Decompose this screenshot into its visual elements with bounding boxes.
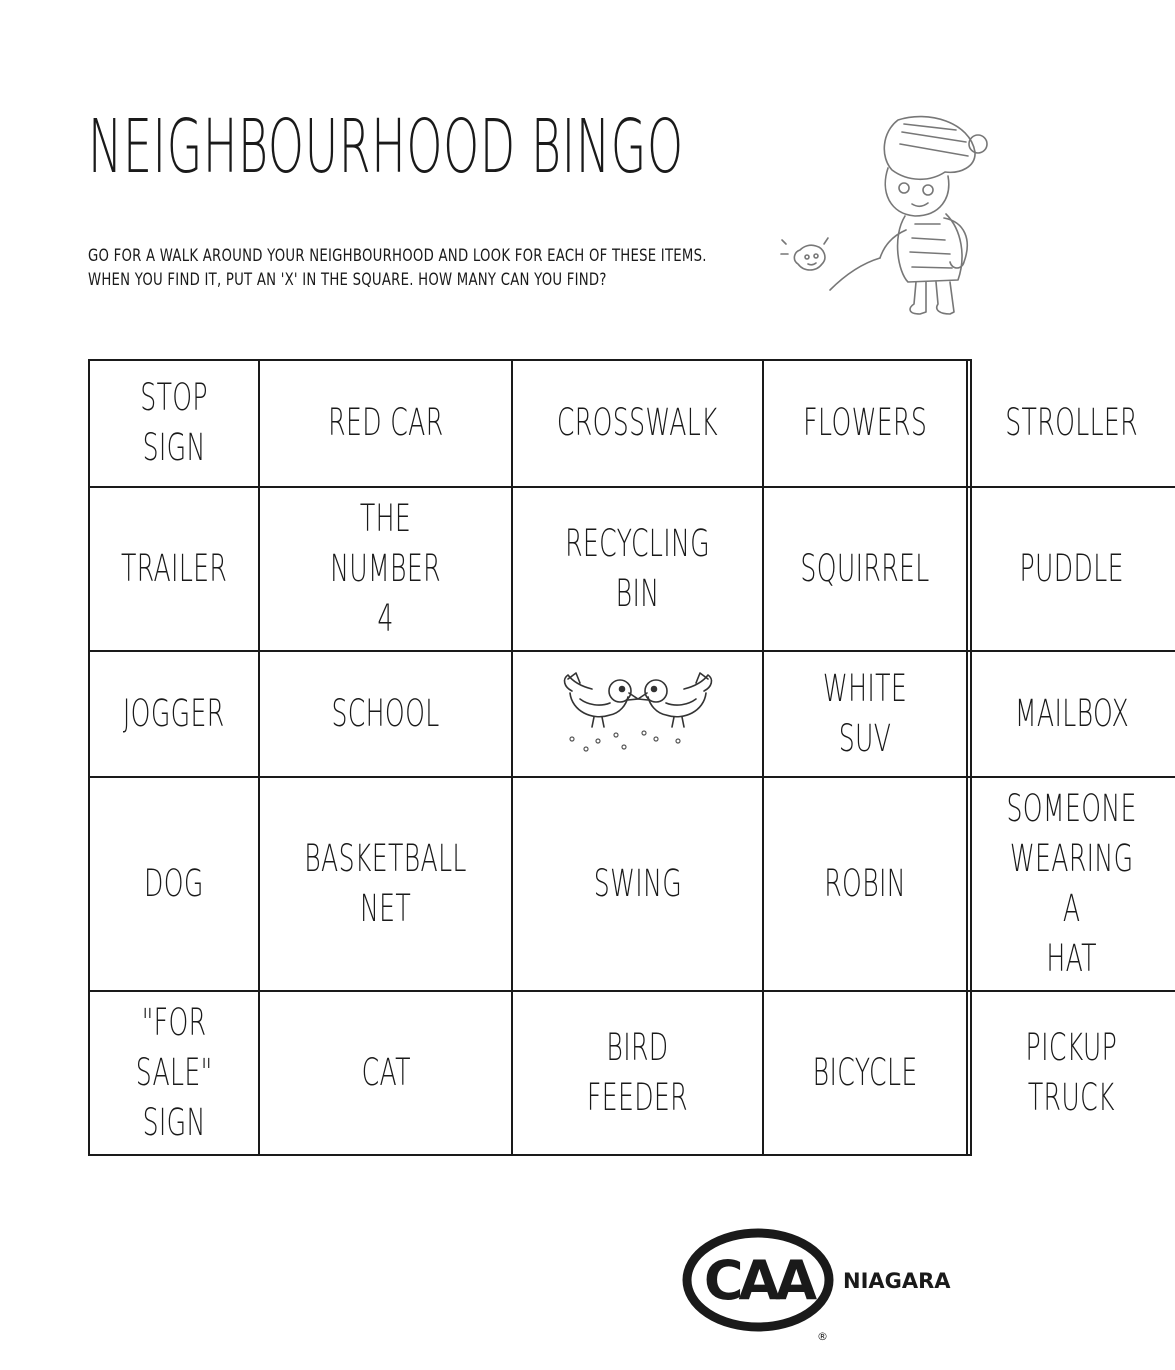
instructions-line-1: GO FOR A WALK AROUND YOUR NEIGHBOURHOOD AND LOOK FOR EACH OF THESE ITEMS.: [88, 246, 707, 266]
bingo-cell-label: STROLLER: [1005, 401, 1139, 445]
logo-brand-text: CAA: [703, 1249, 813, 1312]
bingo-cell-flowers[interactable]: [764, 361, 968, 488]
instructions-line-2: WHEN YOU FIND IT, PUT AN 'X' IN THE SQUARE. HOW MANY CAN YOU FIND?: [88, 270, 607, 290]
bingo-cell-puddle[interactable]: [968, 488, 1175, 652]
bingo-cell-swing[interactable]: [513, 778, 764, 992]
bingo-cell-squirrel[interactable]: [764, 488, 968, 652]
caa-niagara-logo: [683, 1228, 973, 1346]
bingo-cell-label: ROBIN: [824, 862, 907, 905]
bingo-cell-bicycle[interactable]: [764, 992, 968, 1154]
bingo-cell-label: BASKETBALL NET: [304, 837, 468, 930]
bingo-cell-for-sale-sign[interactable]: [90, 992, 260, 1154]
bingo-cell-label: BIRD FEEDER: [587, 1026, 689, 1119]
bingo-cell-label: THE NUMBER 4: [330, 496, 442, 640]
bingo-cell-someone-wearing-a-hat[interactable]: [968, 778, 1175, 992]
logo-region-text: NIAGARA: [843, 1269, 951, 1293]
bingo-cell-school[interactable]: [260, 652, 513, 779]
bingo-cell-trailer[interactable]: [90, 488, 260, 652]
bingo-cell-label: RED CAR: [328, 401, 444, 445]
bingo-cell-label: DOG: [144, 862, 204, 905]
bingo-cell-crosswalk[interactable]: [513, 361, 764, 488]
bingo-cell-label: TRAILER: [120, 546, 228, 590]
bingo-cell-red-car[interactable]: [260, 361, 513, 488]
bingo-cell-white-suv[interactable]: [764, 652, 968, 779]
bingo-cell-pickup-truck[interactable]: [968, 992, 1175, 1154]
bingo-cell-basketball-net[interactable]: [260, 778, 513, 992]
logo-registered-mark: ®: [817, 1330, 828, 1343]
bingo-cell-the-number-4[interactable]: [260, 488, 513, 652]
two-birds-pecking-seeds-icon: [558, 669, 718, 759]
bingo-cell-label: STOP SIGN: [140, 376, 208, 470]
bingo-cell-label: SOMEONE WEARING A HAT: [1006, 787, 1137, 980]
child-walking-dog-icon: [780, 112, 1000, 327]
bingo-cell-label: SWING: [593, 862, 682, 905]
bingo-cell-mailbox[interactable]: [968, 652, 1175, 779]
bingo-cell-label: CROSSWALK: [557, 401, 719, 445]
bingo-cell-label: "FOR SALE" SIGN: [135, 1001, 213, 1144]
instructions: [88, 244, 768, 292]
bingo-cell-label: PUDDLE: [1019, 546, 1124, 590]
bingo-cell-label: MAILBOX: [1014, 691, 1129, 735]
bingo-cell-stop-sign[interactable]: [90, 361, 260, 488]
bingo-cell-label: FLOWERS: [803, 401, 928, 445]
bingo-cell-label: WHITE SUV: [823, 666, 908, 760]
bingo-grid: [88, 359, 1139, 1156]
bingo-cell-label: SCHOOL: [331, 691, 440, 735]
bingo-cell-stroller[interactable]: [968, 361, 1175, 488]
bingo-cell-robin[interactable]: [764, 778, 968, 992]
bingo-cell-recycling-bin[interactable]: [513, 488, 764, 652]
bingo-cell-bird-feeder[interactable]: [513, 992, 764, 1154]
bingo-cell-label: CAT: [361, 1051, 411, 1094]
bingo-cell-dog[interactable]: [90, 778, 260, 992]
bingo-cell-free-space[interactable]: [513, 652, 764, 779]
bingo-cell-cat[interactable]: [260, 992, 513, 1154]
bingo-cell-jogger[interactable]: [90, 652, 260, 779]
bingo-cell-label: BICYCLE: [812, 1051, 918, 1094]
bingo-cell-label: PICKUP TRUCK: [1025, 1026, 1118, 1119]
bingo-cell-label: JOGGER: [123, 691, 225, 735]
page-title: NEIGHBOURHOOD BINGO: [88, 104, 684, 190]
bingo-cell-label: RECYCLING BIN: [565, 521, 711, 615]
bingo-cell-label: SQUIRREL: [800, 546, 930, 590]
